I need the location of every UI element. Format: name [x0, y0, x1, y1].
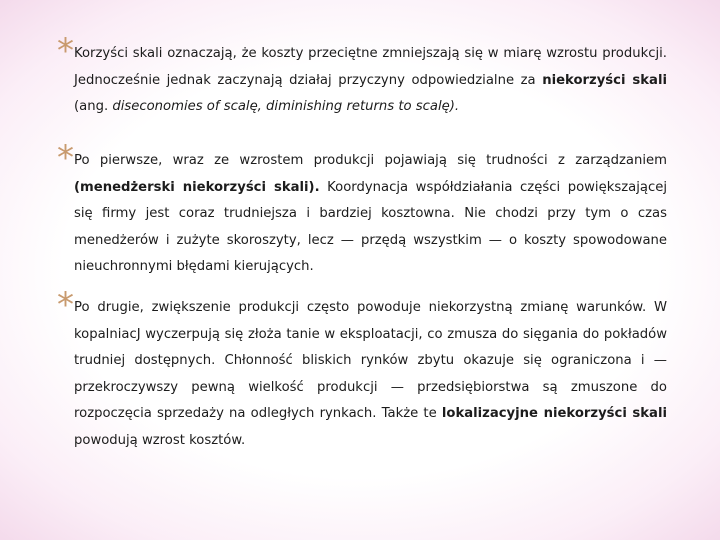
asterisk-bullet-icon: * [57, 31, 74, 71]
bullet-1-part-4-italic: diseconomies of scalę, diminishing returns to scalę). [112, 99, 460, 115]
asterisk-bullet-icon: * [57, 138, 74, 178]
bullet-1-part-3: (ang. [74, 99, 113, 115]
bullet-1-part-2-bold: niekorzyści skali [542, 72, 667, 88]
bullet-2-part-1: Po pierwsze, wraz ze wzrostem produkcji pojawiają się trudności z zarządzaniem [74, 153, 667, 168]
bullet-text-2 [74, 148, 667, 281]
bullet-2-part-3: Koordynacja współdziałania części powiększającej się firmy jest coraz trudniejsza i bardziej kosztowna. Nie chodzi przy tym o czas menedżerów i zużyte skoroszyty, lecz — przędą wszystkim — o koszty spowodowane nieuchronnymi błędami kierujących. [74, 179, 667, 275]
bullet-3-part-3: powodują wzrost kosztów. [74, 432, 246, 448]
bullet-1-part-1: Korzyści skali oznaczają, że koszty przeciętne zmniejszają się w miarę wzrostu produkcji. Jednocześnie jednak zaczynają działaj przyczyny odpowiedzialne za [74, 46, 667, 88]
bullet-text-1 [74, 41, 667, 121]
asterisk-bullet-icon: * [57, 285, 74, 325]
bullet-item-3 [57, 285, 667, 455]
bullet-item-2 [57, 138, 667, 281]
bullet-2-part-2-bold: (menedżerski niekorzyści skali). [74, 179, 320, 195]
bullet-3-part-1: Po drugie, zwiększenie produkcji często powoduje niekorzystną zmianę warunków. W kopalniacJ wyczerpują się złoża tanie w eksploatacji, co zmusza do sięgania do pokładów trudniej dostępnych. Chłonność bliskich rynków zbytu okazuje się ograniczona i — przekroczywszy pewną wielkość produkcji — przedsiębiorstwa są zmuszone do rozpoczęcia sprzedaży na odległych rynkach. Także te [74, 300, 667, 422]
bullet-text-3 [74, 295, 667, 455]
bullet-3-part-2-bold: lokalizacyjne niekorzyści skali [441, 406, 667, 422]
bullet-item-1 [57, 31, 667, 121]
